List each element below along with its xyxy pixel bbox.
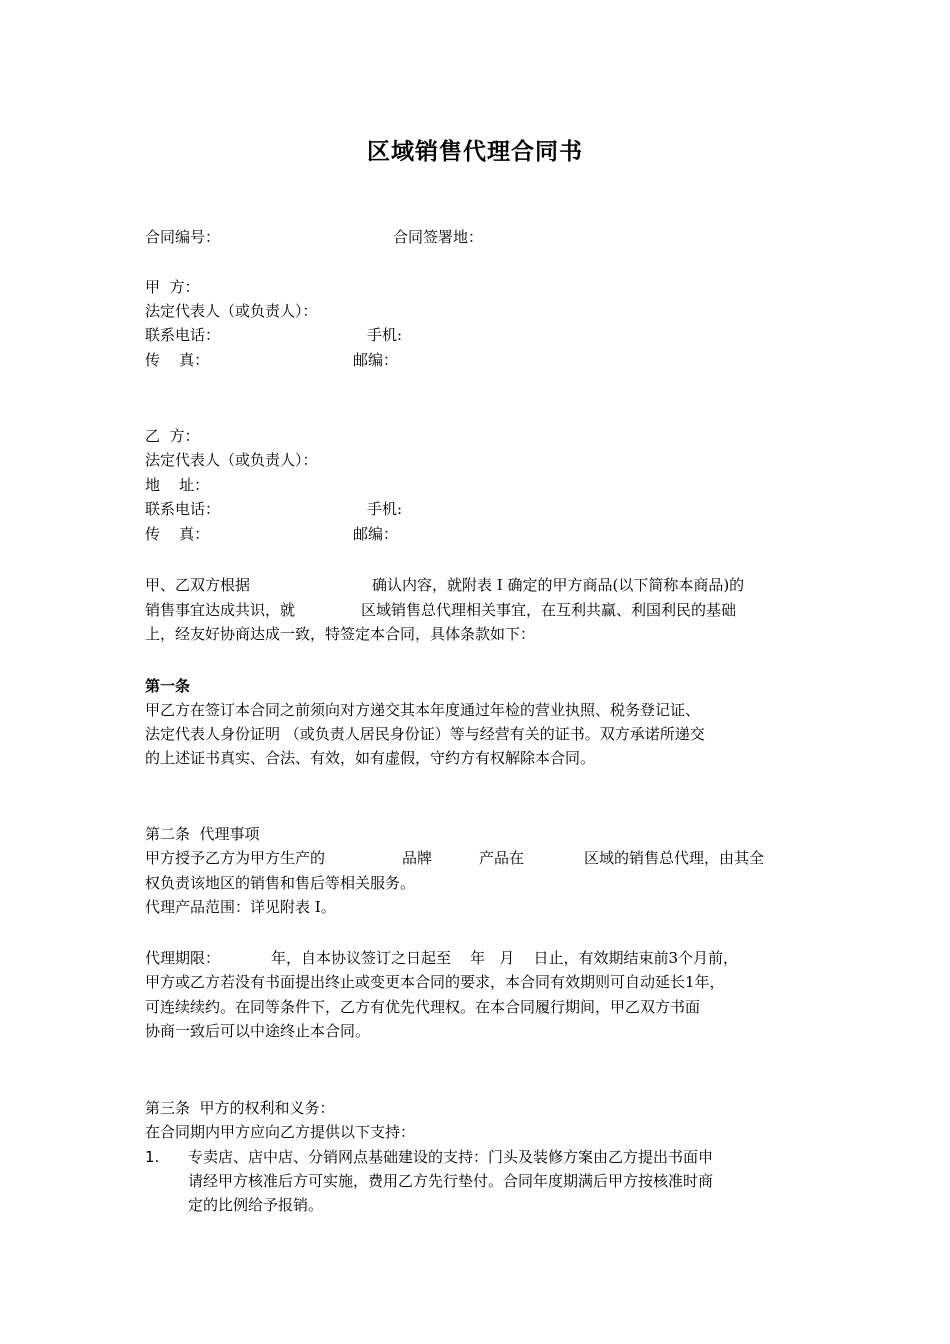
party-a-fax: 传 真： [145, 351, 210, 369]
party-b-representative: 法定代表人（或负责人）： [145, 451, 318, 469]
article-2-line-1c: 产品在 [479, 849, 525, 867]
party-b-phone: 联系电话： [145, 500, 221, 518]
term-line-3: 可连续续约。在同等条件下，乙方有优先代理权。在本合同履行期间，甲乙双方书面 [145, 998, 701, 1016]
contract-number-label: 合同编号： [145, 228, 221, 246]
party-a-label: 甲 方： [145, 278, 200, 296]
list-item-number: 1. [145, 1148, 160, 1166]
intro-line-1a: 甲、乙双方根据 [145, 576, 251, 594]
term-line-4: 协商一致后可以中途终止本合同。 [145, 1022, 371, 1040]
party-b-label: 乙 方： [145, 427, 200, 445]
party-b-address: 地 址： [145, 476, 210, 494]
party-b-fax: 传 真： [145, 525, 210, 543]
sign-place-label: 合同签署地： [393, 228, 484, 246]
list-item-1-line-2: 请经甲方核准后方可实施，费用乙方先行垫付。合同年度期满后甲方按核准时商 [188, 1172, 714, 1190]
article-1-line-2: 法定代表人身份证明 （或负责人居民身份证）等与经营有关的证书。双方承诺所递交 [145, 725, 705, 743]
intro-line-3: 上，经友好协商达成一致，特签定本合同，具体条款如下： [145, 625, 536, 643]
intro-line-1b: 确认内容，就附表 I 确定的甲方商品(以下简称本商品)的 [372, 576, 745, 594]
term-line-1b: 年，自本协议签订之日起至 年 月 日止，有效期结束前3个月前， [271, 949, 738, 967]
article-2-line-1a: 甲方授予乙方为甲方生产的 [145, 849, 326, 867]
article-1-heading: 第一条 [145, 677, 191, 695]
article-1-line-1: 甲乙方在签订本合同之前须向对方递交其本年度通过年检的营业执照、税务登记证、 [145, 701, 701, 719]
article-3-heading: 第三条 甲方的权利和义务： [145, 1099, 335, 1117]
article-2-line-1b: 品牌 [402, 849, 433, 867]
party-a-phone: 联系电话： [145, 326, 221, 344]
article-2-line-2: 权负责该地区的销售和售后等相关服务。 [145, 874, 416, 892]
list-item-1-line-3: 定的比例给予报销。 [188, 1196, 324, 1214]
article-2-heading: 第二条 代理事项 [145, 825, 260, 843]
party-b-zip: 邮编： [353, 525, 399, 543]
list-item-1-line-1: 专卖店、店中店、分销网点基础建设的支持：门头及装修方案由乙方提出书面申 [188, 1148, 714, 1166]
term-line-1a: 代理期限： [145, 949, 221, 967]
party-b-mobile: 手机: [367, 500, 403, 518]
article-3-intro: 在合同期内甲方应向乙方提供以下支持： [145, 1123, 416, 1141]
party-a-zip: 邮编： [353, 351, 399, 369]
intro-line-2a: 销售事宜达成共识，就 [145, 601, 296, 619]
term-line-2: 甲方或乙方若没有书面提出终止或变更本合同的要求，本合同有效期则可自动延长1年， [145, 973, 725, 991]
intro-line-2b: 区域销售总代理相关事宜，在互利共赢、利国利民的基础 [361, 601, 737, 619]
document-title: 区域销售代理合同书 [367, 139, 583, 165]
article-1-line-3: 的上述证书真实、合法、有效，如有虚假，守约方有权解除本合同。 [145, 749, 596, 767]
party-a-mobile: 手机: [367, 326, 403, 344]
article-2-line-3: 代理产品范围：详见附表 I。 [145, 898, 336, 916]
article-2-line-1d: 区域的销售总代理，由其全 [584, 849, 765, 867]
party-a-representative: 法定代表人（或负责人）： [145, 302, 318, 320]
